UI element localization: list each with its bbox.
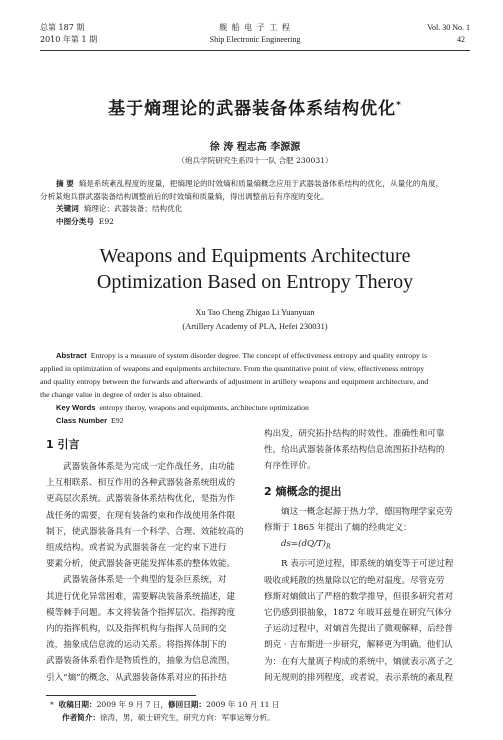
footnote-rule: [46, 695, 196, 696]
section1-line: 其进行优化异常困难，需要解决装备系统描述，建: [46, 591, 236, 602]
right-col-line: 吸收或耗散的热量除以它的绝对温度。尽管克劳: [264, 575, 445, 586]
section1-line: 模等棘手问题。本文将装备个指挥层次、指挥跨度: [46, 607, 236, 618]
abstract-cn-line2: 分析某炮兵群武器装备结构调整前后的时效熵和质量熵，得出调整前后有序度的变化。: [40, 191, 329, 201]
right-col-line: 性，给出武器装备体系结构信息流图拓扑结构的: [264, 445, 445, 456]
class-number-cn-label: 中图分类号: [56, 216, 94, 226]
section1-line: 制下，使武器装备具有一个科学、合理、效能较高的: [46, 526, 244, 537]
paper-title-cn-text: 基于熵理论的武器装备体系结构优化: [108, 99, 397, 119]
issue-number: 总第 187 期: [40, 23, 85, 32]
right-col-line: R 表示可逆过程，即系统的熵变等于可逆过程: [281, 559, 454, 570]
abstract-en: [40, 349, 472, 427]
class-number-en-label: Class Number: [56, 416, 108, 425]
right-col-line: 朗克 · 吉布斯进一步研究，解释更为明确。他们认: [264, 640, 453, 651]
footnote: [50, 699, 470, 724]
right-col-line: 修斯于 1865 年提出了熵的经典定义：: [264, 523, 412, 534]
received-date: 2009 年 9 月 7 日，: [96, 700, 169, 709]
footnote-bullet: *: [50, 700, 54, 709]
paper-title-en-line2: Optimization Based on Entropy Theroy: [96, 271, 414, 293]
section1-line: 武器装备体系是一个典型的复杂巨系统，对: [63, 575, 227, 586]
affiliation-cn: （炮兵学院研究生系四十一队 合肥 230031）: [177, 156, 333, 165]
header-rule: [40, 50, 470, 51]
section1-line: 上互相联系、相互作用的各种武器装备系统组成的: [46, 478, 236, 489]
class-number-en: E92: [110, 416, 124, 425]
revised-date: 2009 年 10 月 11 日: [206, 700, 280, 709]
abstract-en-label: Abstract: [56, 351, 87, 360]
formula-subscript: R: [326, 544, 331, 552]
keywords-cn-label: 关键词: [56, 204, 79, 213]
abstract-cn: [40, 178, 472, 228]
right-col-line: 修斯对熵做出了严格的数学推导，但很多研究者对: [264, 591, 454, 602]
section1-line: 更高层次系统。武器装备体系结构优化，是指为作: [46, 494, 236, 505]
keywords-en: entropy theroy, weapons and equipments, architecture optimization: [99, 403, 309, 412]
right-col-line: 为：在有大量离子构成的系统中，熵就表示离子之: [264, 656, 454, 667]
section1-line: 要素分析，使武器装备更能发挥体系的整体效能。: [46, 559, 236, 570]
section1-heading: 1 引言: [46, 438, 80, 451]
section1-body: [46, 459, 251, 686]
section2-heading: 2 熵概念的提出: [264, 485, 342, 498]
right-column-top: [264, 426, 469, 475]
section2-body: [264, 504, 469, 686]
page-number: 42: [457, 35, 465, 44]
right-col-line: 构出发，研究拓扑结构的时效性、准确性和可靠: [264, 429, 445, 439]
abstract-en-line4: the change value in degree of order is also obtained.: [40, 390, 203, 399]
authors-en: Xu Tao Cheng Zhigao Li Yuanyuan: [195, 308, 315, 317]
entropy-formula: [264, 536, 469, 556]
year-issue: 2010 年第 1 期: [40, 35, 98, 44]
section1-line: 引入“熵”的概念，从武器装备体系对应的拓扑结: [46, 672, 227, 683]
author-bio: 徐涛，男，硕士研究生，研究方向：军事运筹分析。: [99, 712, 275, 722]
volume-info: Vol. 30 No. 1: [427, 23, 470, 32]
class-number-cn: E92: [98, 216, 115, 226]
abstract-en-line3: and quality entropy between the forwards and afterwards of adjustment in artillery weapons and equipment architecture, and: [40, 377, 429, 386]
section1-line: 战任务的需要，在现有装备约束和作战使用条件限: [46, 510, 236, 521]
journal-name-cn: 舰 船 电 子 工 程: [219, 23, 291, 32]
right-col-line: 子运动过程中，对熵首先提出了微观解释，后经普: [264, 624, 454, 635]
right-col-line: 熵这一概念起源于热力学，德国物理学家克劳: [281, 507, 453, 517]
abstract-en-line1: Entropy is a measure of system disorder degree. The concept of effectiveness entropy and quality entropy is: [90, 351, 428, 360]
section1-line: 武器装备体系看作是物质性的，抽象为信息流图，: [46, 656, 236, 667]
journal-name-en: Ship Electronic Engineering: [209, 35, 301, 44]
section1-line: 组成结构。或者说为武器装备在一定约束下进行: [46, 543, 227, 554]
right-col-line: 它仍感到很抽象，1872 年玻耳兹曼在研究气体分: [264, 607, 452, 618]
section1-line: 武器装备体系是为完成一定作战任务，由功能: [63, 462, 235, 472]
abstract-cn-label: 摘 要: [56, 179, 74, 188]
affiliation-en: (Artillery Academy of PLA, Hefei 230031): [182, 322, 328, 331]
section1-line: 内的指挥机构，以及指挥机构与指挥人员间的交: [46, 624, 227, 635]
keywords-en-label: Key Words: [56, 403, 96, 412]
section1-line: 流，抽象成信息流的运动关系。将指挥体制下的: [46, 640, 227, 651]
authors-cn: 徐 涛 程志高 李源源: [209, 142, 301, 153]
formula-main: ds=(dQ/T): [281, 539, 326, 550]
author-bio-label: 作者简介：: [62, 712, 100, 722]
revised-label: 修回日期：: [168, 700, 206, 709]
title-footnote-mark: *: [396, 100, 402, 111]
paper-title-cn: [60, 94, 450, 119]
keywords-cn: 熵理论；武器装备；结构优化: [83, 204, 183, 213]
right-col-line: 间无规则的排列程度，或者说，表示系统的紊乱程: [264, 672, 454, 683]
received-label: 收稿日期：: [58, 700, 97, 709]
paper-title-en-line1: Weapons and Equipments Architecture: [99, 245, 411, 267]
abstract-cn-line1: 熵是系统紊乱程度的度量，把熵理论的时效熵和质量熵概念应用于武器装备体系结构的优化，从量化的角度，: [78, 179, 444, 188]
right-col-line: 有序性评价。: [264, 461, 316, 472]
abstract-en-line2: applied in optimization of weapons and equipments architecture. From the quantitative point of view, effectiveness entropy: [40, 364, 425, 373]
